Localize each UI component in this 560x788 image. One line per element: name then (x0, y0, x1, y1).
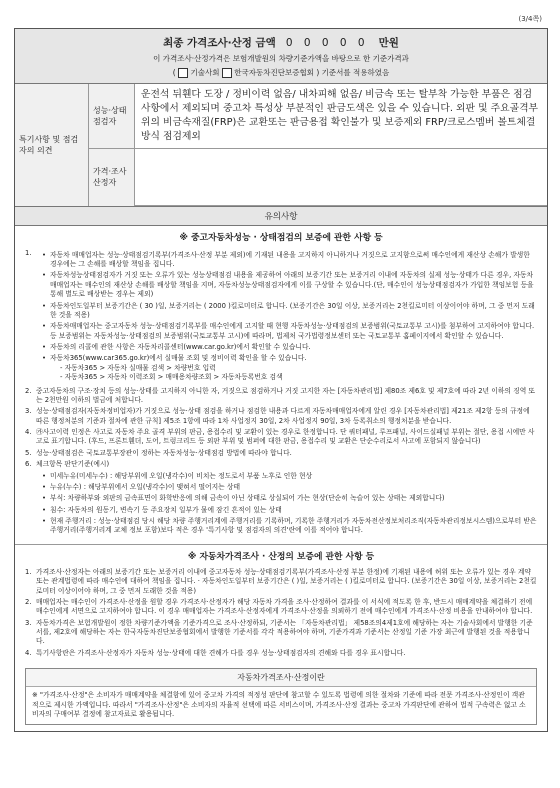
section1-item: 5. 성능·상태점검은 국토교통부장관이 정하는 자동차성능·상태점검 방법에 따라야 합니다. (25, 448, 292, 457)
definition-title: 자동차가격조사·산정이란 (26, 669, 536, 687)
checkbox-engineers-association[interactable] (178, 68, 188, 78)
list-item: • 현재 주행거리 : 성능·상태점검 당시 해당 차량 주행거리계에 주행거리를 기록하며, 기록한 주행거리가 자동차전산정보처리조직(자동차관리정보시스템)으로부터 받은 주행거리(주행거리계 교체 정보 포함)보다 적은 경우 '특기사항 및 점검자의 의견'란에 이를 적어야 합니다. (42, 517, 537, 535)
list-item: • 자동차의 리콜에 관한 사항은 자동차리콜센터(www.car.go.kr)에서 확인할 수 있습니다. (42, 343, 311, 351)
sub-line: - 자동차365 > 자동차 실매물 검색 > 차량번호 입력 (60, 363, 216, 372)
section2-list (15, 564, 547, 660)
inspection-form-page (14, 28, 548, 732)
amount-unit: 만원 (378, 37, 399, 49)
option-diagnosis-association: 한국자동차진단보증협회 (234, 68, 314, 77)
section2-item: 2. 매매업자는 매수인이 가격조사·산정을 원할 경우 가격조사·산정자가 해당 자동차 가격을 조사·산정하여 결과를 이 서식에 적도록 한 후, 반드시 매매계약을 체결하기 전에 매수인에게 서면으로 고지하여야 합니다. 이 경우 매매업자는 가격조사·산정자에게 가격조사·산정을 의뢰하기 전에 매수인에게 가격조사·산정 비용을 안내하여야 합니다. (25, 597, 533, 616)
section1-item: 6. 체크항목 판단기준(예시) • 미세누유(미세누수) : 해당부위에 오일(냉각수)이 비치는 정도로서 부품 노후로 인한 현상 • 누유(누수) : 해당부위에서 오일(냉각수)이 맺혀서 떨어지는 상태 • 부식: 차량하부와 외판의 금속표면이 화학반응에 의해 금속이 아닌 상태로 상실되어 가는 현상(단순히 녹슬어 있는 상태는 제외합니다) • 침수: 자동차의 원동기, 변속기 등 주요장치 일부가 물에 잠긴 흔적이 있는 상태 • 현재 주행거리 : 성능·상태점검 당시 해당 차량 주행거리계에 주행거리를 기록하며, 기록한 주행거리가 자동차전산정보처리조직(자동차관리정보시스템)으로부터 받은 주행거리(주행거리계 교체 정보 포함)보다 적은 경우 '특기사항 및 점검자의 의견'란에 이를 적어야 합니다. (25, 460, 537, 535)
option-engineers-association: 기술사회 (190, 68, 220, 77)
section1-list (15, 245, 547, 540)
notice-title: 유의사항 (15, 207, 547, 226)
opinion-section-label: 특기사항 및 점검자의 의견 (15, 84, 89, 206)
price-basis-note: 이 가격조사·산정가격은 보험개발원의 차량기준가액을 바탕으로 한 기준가격과 (153, 54, 409, 63)
section2-title: ※ 자동차가격조사 · 산정의 보증에 관한 사항 등 (187, 551, 375, 562)
list-item: • 자동차인도일부터 보증기간은 ( 30 )일, 보증거리는 ( 2000 )킬로미터로 합니다. (보증기간은 30일 이상, 보증거리는 2천킬로미터 이상이어야 하며, 그 중 먼저 도래한 것을 적용) (42, 301, 535, 319)
amount-digits: 0 0 0 0 0 (285, 36, 369, 49)
list-item: • 침수: 자동차의 원동기, 변속기 등 주요장치 일부가 물에 잠긴 흔적이 있는 상태 (42, 505, 282, 514)
section1-item: 3. 성능·상태점검자(자동차정비업자)가 거짓으로 성능·상태 점검을 하거나 점검한 내용과 다르게 자동차매매업자에게 알린 경우 [자동차관리법] 제21조 제2항 등의 규정에 따른 행정처분의 기준과 절차에 관한 규칙] 제5조 1항에 따라 1차 사업정지 30일, 2차 사업정지 90일, 3차 등록취소의 행정처분을 받습니다. (25, 407, 530, 425)
inspector-opinion-text: 운전석 뒤휀다 도장 / 정비이력 없음/ 내차피해 없음/ 비금속 또는 탈부착 가능한 부품은 점검사항에서 제외되며 중고차 특성상 부분적인 판금도색은 있을 수 있습니다. 외판 및 주요골격부위의 비금속재질(FRP)은 교환또는 판금용접 확인불가 및 보증제외 FRP/크로스멤버 볼트체결방식 점검제외 (135, 84, 547, 149)
sub-line: - 자동차365 > 자동차 이력조회 > 매매용차량조회 > 자동차등록번호 검색 (60, 373, 283, 382)
definition-text: ※ "가격조사·산정"은 소비자가 매매계약을 체결함에 있어 중고차 가격의 적정성 판단에 참고할 수 있도록 법령에 의한 절차와 기준에 따라 전문 가격조사·산정인이 객관적으로 제시한 가액입니다. 따라서 "가격조사·산정"은 소비자의 자율적 선택에 따른 서비스이며, 가격조사·산정 결과는 중고차 가격판단에 관하여 법적 구속력은 없고 소비자의 구매여부 결정에 참고자료로 활용됩니다. (32, 691, 526, 719)
page-number: (3/4쪽) (518, 15, 542, 23)
inspector-label: 성능·상태점검자 (89, 84, 135, 149)
list-item: • 미세누유(미세누수) : 해당부위에 오일(냉각수)이 비치는 정도로서 부품 노후로 인한 현상 (42, 471, 313, 480)
price-summary-header: 최종 가격조사·산정 금액 0 0 0 0 0 만원 이 가격조사·산정가격은 보험개발원의 차량기준가액을 바탕으로 한 기준가격과 ( 기술사회 한국자동차진단보증협회 ) 기준서를 적용하였음 (15, 29, 547, 84)
section1-item: 1. • 자동차 매매업자는 성능·상태점검기록부(가격조사·산정 부분 제외)에 기재된 내용을 고지하지 아니하거나 거짓으로 고지함으로써 매수인에게 재산상 손해가 발생한 경우에는 그 손해를 배상할 책임을 집니다. • 자동차성능상태점검자가 거짓 또는 오류가 있는 성능상태점검 내용을 제공하여 아래의 보증기간 또는 보증거리 이내에 자동차의 실제 성능·상태가 다른 경우, 자동차매매업자는 매수인의 재산상 손해를 배상할 책임을 지며, 자동차성능상태점검자에게 이를 구상할 수 있습니다.(단, 매수인이 성능상태점검자가 가입한 책임보험 등을 통해 별도로 배상받는 경우는 제외) • 자동차인도일부터 보증기간은 ( 30 )일, 보증거리는 ( 2000 )킬로미터로 합니다. (보증기간은 30일 이상, 보증거리는 2천킬로미터 이상이어야 하며, 그 중 먼저 도래한 것을 적용) • 자동차매매업자는 중고자동차 성능·상태점검기록부를 매수인에게 고지할 때 현행 자동차성능·상태점검의 보증범위(국토교통부 고시)를 첨부하여 고지하여야 합니다. 등 보증범위는 자동차성능·상태점검의 보증범위(국토교통부 고시)에 따라며, 법제처 국가법령정보센터 또는 국토교통부 홈페이지에서 확인할 수 있습니다. • 자동차의 리콜에 관한 사항은 자동차리콜센터(www.car.go.kr)에서 확인할 수 있습니다. • 자동차365(www.car365.go.kr)에서 실매물 조회 및 정비이력 확인을 할 수 있습니다. - 자동차365 > 자동차 실매물 검색 > 차량번호 입력 - 자동차365 > 자동차 이력조회 > 매매용차량조회 > 자동차등록번호 검색 (25, 249, 537, 385)
list-item: • 자동차 매매업자는 성능·상태점검기록부(가격조사·산정 부분 제외)에 기재된 내용을 고지하지 아니하거나 거짓으로 고지함으로써 매수인에게 재산상 손해가 발생한 경우에는 그 손해를 배상할 책임을 집니다. (42, 250, 530, 268)
section1-item: 4. ㉮사고이력 인정은 사고로 자동차 주요 골격 부위의 판금, 용접수리 및 교환이 있는 경우로 한정합니다. 단 쿼터패널, 루프패널, 사이드실패널 부위는 절단, 용접 시에만 사고로 표기합니다. (후드, 프론트휀더, 도어, 트렁크리드 등 외판 부위 및 범퍼에 대한 판금, 용접수리 및 교환은 단순수리로서 사고에 포함되지 않습니다) (25, 428, 535, 446)
checkbox-diagnosis-association[interactable] (222, 68, 232, 78)
opinion-table (15, 84, 547, 207)
list-item: • 자동차매매업자는 중고자동차 성능·상태점검기록부를 매수인에게 고지할 때 현행 자동차성능·상태점검의 보증범위(국토교통부 고시)를 첨부하여 고지하여야 합니다. 등 보증범위는 자동차성능·상태점검의 보증범위(국토교통부 고시)에 따라며, 법제처 국가법령정보센터 또는 국토교통부 홈페이지에서 확인할 수 있습니다. (42, 322, 535, 340)
section2-item: 4. 특기사항란은 가격조사·산정자가 자동차 성능·상태에 대한 견해가 다를 경우 성능·상태점검자의 견해와 다를 경우 표시합니다. (25, 648, 406, 657)
final-price-title: 최종 가격조사·산정 금액 (163, 37, 276, 49)
section1-title: ※ 중고자동차성능 · 상태점검의 보증에 관한 사항 등 (179, 232, 383, 243)
section1-item: 2. 중고자동차의 구조·장치 등의 성능·상태를 고지하지 아니한 자, 거짓으로 점검하거나 거짓 고지한 자는 [자동차관리법] 제80조 제6호 및 제7호에 따라 2년 이하의 징역 또는 2천만원 이하의 벌금에 처합니다. (25, 386, 535, 404)
list-item: • 누유(누수) : 해당부위에서 오일(냉각수)이 맺혀서 떨어지는 상태 (42, 482, 241, 491)
appraiser-label: 가격·조사산정자 (89, 149, 135, 206)
list-item: • 부식: 차량하부와 외판의 금속표면이 화학반응에 의해 금속이 아닌 상태로 상실되어 가는 현상(단순히 녹슬어 있는 상태는 제외합니다) (42, 494, 445, 503)
list-item: • 자동차성능상태점검자가 거짓 또는 오류가 있는 성능상태점검 내용을 제공하여 아래의 보증기간 또는 보증거리 이내에 자동차의 실제 성능·상태가 다른 경우, 자동차매매업자는 매수인의 재산상 손해를 배상할 책임을 지며, 자동차성능상태점검자에게 이를 구상할 수 있습니다.(단, 매수인이 성능상태점검자가 가입한 책임보험 등을 통해 별도로 배상받는 경우는 제외) (42, 271, 534, 299)
list-item: • 자동차365(www.car365.go.kr)에서 실매물 조회 및 정비이력 확인을 할 수 있습니다. (42, 354, 307, 363)
section2-item: 3. 자동차가격은 보험개발원이 정한 차량기준가액을 기준가격으로 조사·산정하되, 기준서는 「자동차관리법」 제58조의4제1호에 해당하는 자는 기술사회에서 발행한 기준서를, 제2호에 해당하는 자는 한국자동차진단보증협회에서 발행한 기준서를 각각 적용하여야 하며, 기준가격과 기준서는 산정일 기준 가장 최근에 발행된 것을 적용합니다. (25, 618, 533, 646)
definition-box (25, 668, 537, 725)
section2-item: 1. 가격조사·산정자는 아래의 보증기간 또는 보증거리 이내에 중고자동차 성능·상태점검기록부(가격조사·산정 부분 한정)에 기재된 내용에 허위 또는 오류가 있는 경우 계약 또는 관계법령에 따라 매수인에 대하여 책임을 집니다. · 자동차인도일부터 보증기간은 ( )일, 보증거리는 ( )킬로미터로 합니다. (보증기간은 30일 이상, 보증거리는 2천킬로미터 이상이어야 하며, 그 중 먼저 도래한 것을 적용) (25, 567, 537, 595)
appraiser-opinion-text (135, 149, 547, 206)
